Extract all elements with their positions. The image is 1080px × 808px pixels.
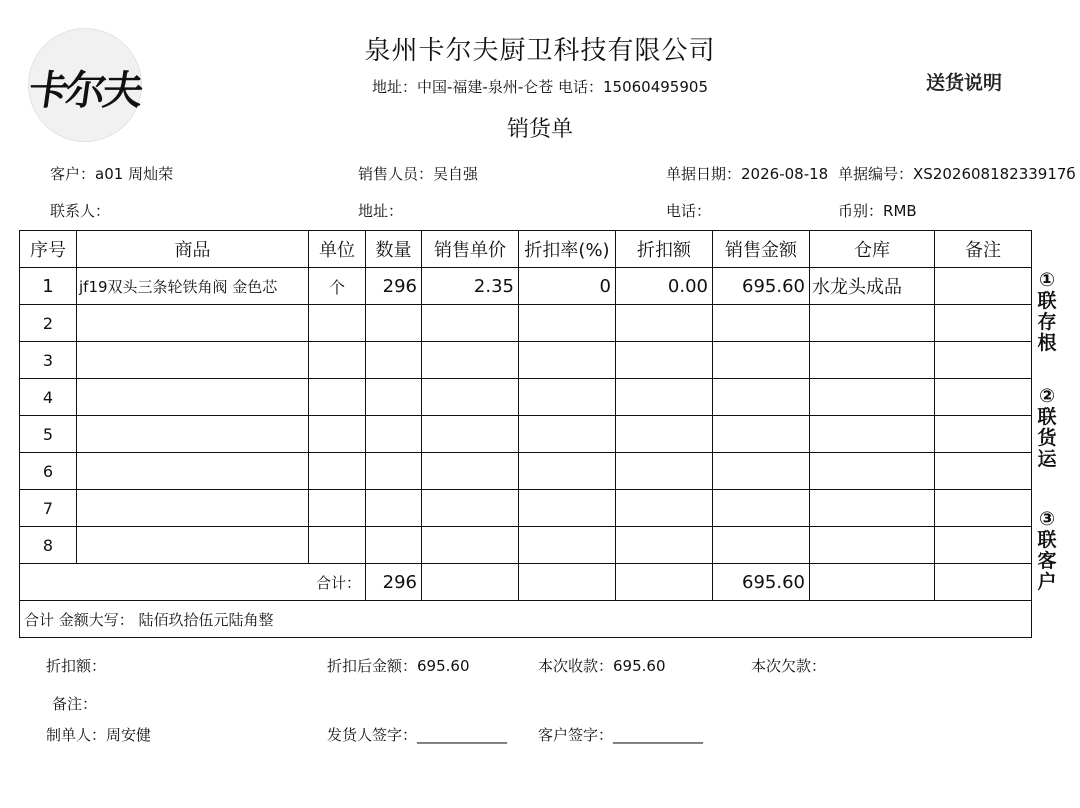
warehouse (810, 527, 935, 564)
number-label: 单据编号： (838, 165, 914, 183)
total-row (20, 564, 1032, 601)
warehouse (810, 490, 935, 527)
discount-rate (519, 305, 616, 342)
uppercase-row (20, 601, 1032, 638)
sales-amount (713, 379, 810, 416)
footer-owed (751, 655, 826, 676)
unit (309, 453, 366, 490)
address-info (358, 200, 403, 221)
table-row (20, 490, 1032, 527)
quantity (366, 305, 422, 342)
unit-price: 2.35 (422, 268, 519, 305)
row-number: 7 (20, 490, 77, 527)
copy-label-customer (1035, 509, 1059, 593)
maker-value: 周安健 (106, 726, 152, 744)
row-number: 3 (20, 342, 77, 379)
discount-amount (616, 490, 713, 527)
unit (309, 342, 366, 379)
customer-value: a01 周灿荣 (95, 165, 174, 183)
footer-maker (46, 724, 151, 745)
quantity (366, 416, 422, 453)
total-empty-cell (422, 564, 519, 601)
remark (935, 453, 1032, 490)
remark (935, 342, 1032, 379)
sales-amount (713, 490, 810, 527)
discount-amount (616, 416, 713, 453)
footer-customer-sign (538, 724, 703, 745)
discount-rate (519, 527, 616, 564)
row-number: 5 (20, 416, 77, 453)
discount-amount (616, 342, 713, 379)
unit-price (422, 453, 519, 490)
customer-label: 客户： (50, 165, 96, 183)
table-row (20, 305, 1032, 342)
quantity (366, 342, 422, 379)
copy-label-freight (1035, 386, 1059, 470)
unit-price (422, 527, 519, 564)
received-value: 695.60 (613, 657, 666, 675)
salesperson-label: 销售人员： (358, 165, 434, 183)
remark (935, 527, 1032, 564)
table-header-row (20, 231, 1032, 268)
unit: 个 (309, 268, 366, 305)
row-number: 2 (20, 305, 77, 342)
discount-amount (616, 527, 713, 564)
sales-amount (713, 342, 810, 379)
item-name (77, 490, 309, 527)
discount-rate (519, 453, 616, 490)
header-cell: 商品 (77, 231, 309, 268)
contact-info (50, 200, 110, 221)
sales-amount (713, 527, 810, 564)
total-empty-cell (616, 564, 713, 601)
item-name (77, 416, 309, 453)
salesperson-info (358, 163, 478, 184)
footer-shipper-sign (327, 724, 507, 745)
logo-text: 卡尔夫 (25, 67, 144, 114)
table-row (20, 268, 1032, 305)
quantity (366, 527, 422, 564)
total-empty-cell (935, 564, 1032, 601)
company-name: 泉州卡尔夫厨卫科技有限公司 (364, 36, 716, 66)
warehouse (810, 305, 935, 342)
sales-amount: 695.60 (713, 268, 810, 305)
footer-discount (46, 655, 106, 676)
total-label: 合计： (20, 564, 366, 601)
discount-amount (616, 379, 713, 416)
number-info (838, 163, 1076, 184)
header-cell: 单位 (309, 231, 366, 268)
table-row (20, 453, 1032, 490)
received-label: 本次收款： (538, 657, 614, 675)
customer-sign-label: 客户签字： (538, 726, 614, 744)
header-cell: 折扣额 (616, 231, 713, 268)
contact-label: 联系人： (50, 202, 111, 220)
quantity: 296 (366, 268, 422, 305)
discount-rate (519, 490, 616, 527)
date-label: 单据日期： (666, 165, 742, 183)
copy-label-stub-text: ①联存根 (1037, 269, 1057, 354)
table-row (20, 416, 1032, 453)
number-value: XS20260818233917б (913, 165, 1076, 183)
total-empty-cell (810, 564, 935, 601)
quantity (366, 379, 422, 416)
discount-rate (519, 342, 616, 379)
copy-label-freight-text: ②联货运 (1037, 385, 1057, 470)
customer-sign-line: ____________ (613, 726, 704, 744)
header-cell: 折扣率(%) (519, 231, 616, 268)
item-name (77, 527, 309, 564)
phone-info (666, 200, 711, 221)
discount-rate: 0 (519, 268, 616, 305)
remark (935, 416, 1032, 453)
date-value: 2026-08-18 (741, 165, 829, 183)
unit (309, 490, 366, 527)
remark (935, 490, 1032, 527)
unit-price (422, 490, 519, 527)
quantity (366, 490, 422, 527)
quantity (366, 453, 422, 490)
delivery-note-title: 送货说明 (926, 72, 1003, 94)
unit (309, 527, 366, 564)
header-cell: 销售金额 (713, 231, 810, 268)
amount-in-words: 合计 金额大写： 陆佰玖拾伍元陆角整 (20, 601, 1032, 638)
company-address: 地址：中国-福建-泉州-仑苍 电话：15060495905 (372, 78, 708, 96)
row-number: 6 (20, 453, 77, 490)
header-cell: 销售单价 (422, 231, 519, 268)
discount-amount: 0.00 (616, 268, 713, 305)
table-row (20, 379, 1032, 416)
address-label: 地址： (358, 202, 404, 220)
unit-price (422, 305, 519, 342)
currency-info (838, 200, 917, 221)
warehouse (810, 379, 935, 416)
footer-after-discount (327, 655, 470, 676)
date-info (666, 163, 828, 184)
customer-info (50, 163, 173, 184)
header-cell: 备注 (935, 231, 1032, 268)
sales-table (19, 230, 1032, 638)
unit-price (422, 342, 519, 379)
footer-remark (52, 693, 97, 714)
row-number: 4 (20, 379, 77, 416)
discount-amount (616, 453, 713, 490)
owed-label: 本次欠款： (751, 657, 827, 675)
unit-price (422, 379, 519, 416)
copy-label-stub (1035, 270, 1059, 354)
after-discount-value: 695.60 (417, 657, 470, 675)
remark (935, 379, 1032, 416)
discount-amount (616, 305, 713, 342)
currency-value: RMB (883, 202, 917, 220)
warehouse (810, 342, 935, 379)
total-quantity: 296 (366, 564, 422, 601)
total-amount: 695.60 (713, 564, 810, 601)
salesperson-value: 吴自强 (433, 165, 479, 183)
row-number: 8 (20, 527, 77, 564)
shipper-sign-label: 发货人签字： (327, 726, 418, 744)
unit (309, 416, 366, 453)
phone-label: 电话： (666, 202, 712, 220)
table-row (20, 527, 1032, 564)
item-name (77, 342, 309, 379)
unit (309, 305, 366, 342)
item-name (77, 453, 309, 490)
discount-rate (519, 379, 616, 416)
sales-amount (713, 305, 810, 342)
copy-label-customer-text: ③联客户 (1037, 508, 1057, 593)
item-name (77, 379, 309, 416)
unit-price (422, 416, 519, 453)
discount-label: 折扣额： (46, 657, 107, 675)
remark (935, 305, 1032, 342)
item-name: jf19双头三条轮铁角阀 金色芯 (77, 268, 309, 305)
item-name (77, 305, 309, 342)
maker-label: 制单人： (46, 726, 107, 744)
remark (935, 268, 1032, 305)
sales-amount (713, 416, 810, 453)
header-cell: 序号 (20, 231, 77, 268)
footer-received (538, 655, 666, 676)
unit (309, 379, 366, 416)
warehouse (810, 453, 935, 490)
document-title: 销货单 (506, 117, 573, 142)
total-empty-cell (519, 564, 616, 601)
warehouse: 水龙头成品 (810, 268, 935, 305)
remark-label: 备注： (52, 695, 98, 713)
currency-label: 币别： (838, 202, 884, 220)
after-discount-label: 折扣后金额： (327, 657, 418, 675)
header-cell: 仓库 (810, 231, 935, 268)
sales-amount (713, 453, 810, 490)
table-row (20, 342, 1032, 379)
warehouse (810, 416, 935, 453)
shipper-sign-line: ____________ (417, 726, 508, 744)
header-cell: 数量 (366, 231, 422, 268)
discount-rate (519, 416, 616, 453)
row-number: 1 (20, 268, 77, 305)
